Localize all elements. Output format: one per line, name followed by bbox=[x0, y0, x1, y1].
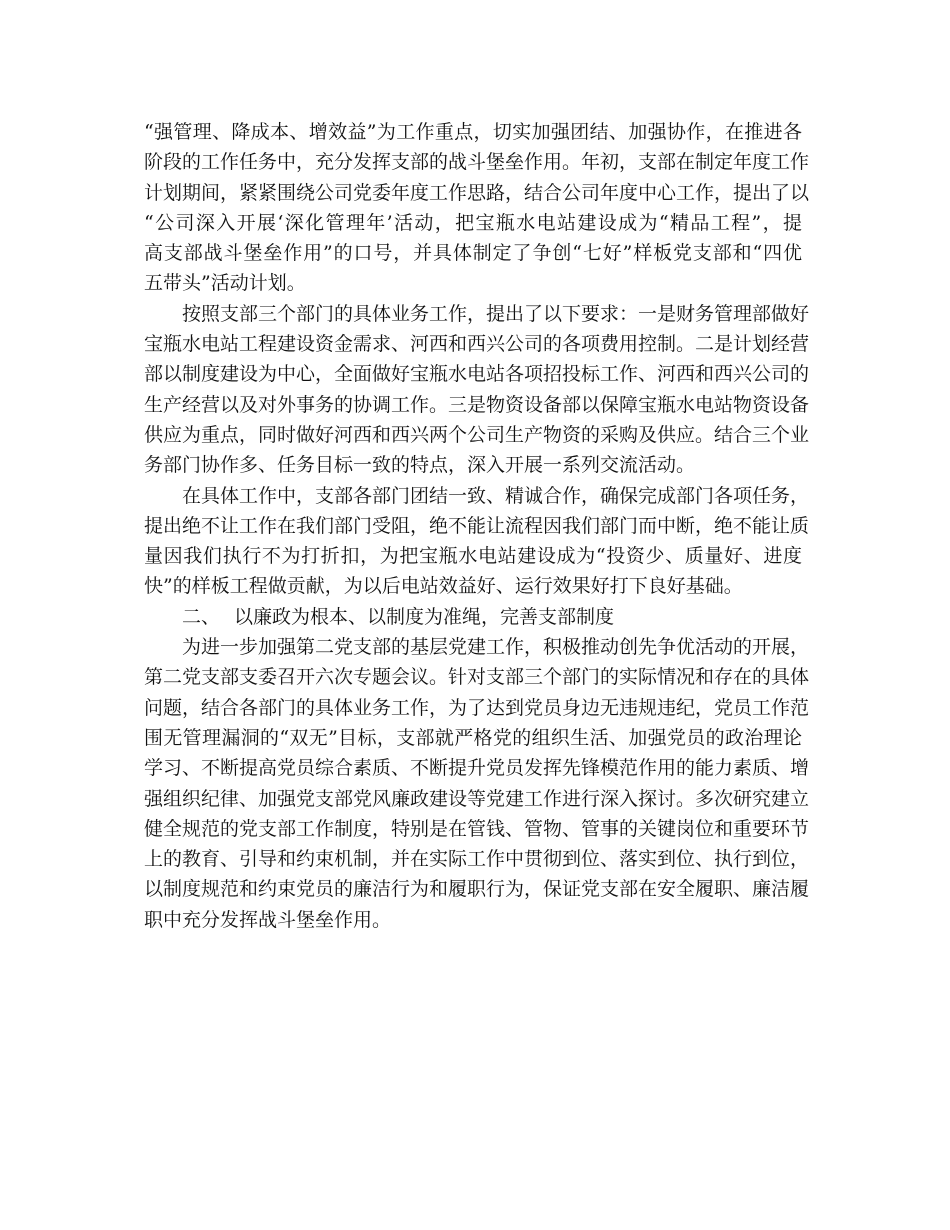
text-line: 上的教育、引导和约束机制，并在实际工作中贯彻到位、落实到位、执行到位， bbox=[144, 848, 810, 871]
text-line: 量因我们执行不为打折扣，为把宝瓶水电站建设成为“投资少、质量好、进度 bbox=[144, 545, 802, 568]
text-line: 围无管理漏洞的“双无”目标，支部就严格党的组织生活、加强党员的政治理论 bbox=[144, 726, 802, 749]
section-heading bbox=[144, 602, 802, 632]
text-line: “公司深入开展‘深化管理年’活动，把宝瓶水电站建设成为“精品工程”，提 bbox=[144, 211, 802, 234]
text-line: 健全规范的党支部工作制度，特别是在管钱、管物、管事的关键岗位和重要环节 bbox=[144, 817, 810, 840]
text-line: 第二党支部支委召开六次专题会议。针对支部三个部门的实际情况和存在的具体 bbox=[144, 666, 810, 689]
text-line: 提出绝不让工作在我们部门受阻，绝不能让流程因我们部门而中断，绝不能让质 bbox=[144, 514, 810, 537]
paragraph-department-requirements bbox=[144, 299, 810, 481]
text-line: 在具体工作中，支部各部门团结一致、精诚合作，确保完成部门各项任务， bbox=[182, 484, 810, 507]
paragraph-work-focus bbox=[144, 117, 810, 299]
text-line: 宝瓶水电站工程建设资金需求、河西和西兴公司的各项费用控制。二是计划经营 bbox=[144, 333, 810, 356]
text-line: 强组织纪律、加强党支部党风廉政建设等党建工作进行深入探讨。多次研究建立 bbox=[144, 787, 810, 810]
text-line: 职中充分发挥战斗堡垒作用。 bbox=[144, 908, 392, 931]
section-title: 以廉政为根本、以制度为准绳，完善支部制度 bbox=[234, 605, 615, 628]
document-page bbox=[144, 117, 810, 935]
text-line: 生产经营以及对外事务的协调工作。三是物资设备部以保障宝瓶水电站物资设备 bbox=[144, 393, 810, 416]
text-line: 问题，结合各部门的具体业务工作，为了达到党员身边无违规违纪，党员工作范 bbox=[144, 696, 810, 719]
text-line: 部以制度建设为中心，全面做好宝瓶水电站各项招投标工作、河西和西兴公司的 bbox=[144, 363, 810, 386]
text-line: 学习、不断提高党员综合素质、不断提升党员发挥先锋模范作用的能力素质、增 bbox=[144, 757, 810, 780]
text-line: 阶段的工作任务中，充分发挥支部的战斗堡垒作用。年初，支部在制定年度工作 bbox=[144, 151, 810, 174]
text-line: 为进一步加强第二党支部的基层党建工作，积极推动创先争优活动的开展， bbox=[182, 636, 810, 659]
paragraph-integrity-system bbox=[144, 632, 810, 935]
text-line: “强管理、降成本、增效益”为工作重点，切实加强团结、加强协作，在推进各 bbox=[144, 121, 802, 143]
paragraph-specific-work bbox=[144, 481, 810, 602]
section-number: 二、 bbox=[182, 605, 221, 628]
text-line: 五带头”活动计划。 bbox=[144, 272, 306, 295]
text-line: 计划期间，紧紧围绕公司党委年度工作思路，结合公司年度中心工作，提出了以 bbox=[144, 181, 810, 204]
text-line: 以制度规范和约束党员的廉洁行为和履职行为，保证党支部在安全履职、廉洁履 bbox=[144, 878, 810, 901]
text-line: 按照支部三个部门的具体业务工作，提出了以下要求：一是财务管理部做好 bbox=[182, 302, 810, 325]
text-line: 供应为重点，同时做好河西和西兴两个公司生产物资的采购及供应。结合三个业 bbox=[144, 423, 810, 446]
text-line: 高支部战斗堡垒作用”的口号，并具体制定了争创“七好”样板党支部和“四优 bbox=[144, 242, 802, 265]
text-line: 快”的样板工程做贡献，为以后电站效益好、运行效果好打下良好基础。 bbox=[144, 575, 743, 598]
text-line: 务部门协作多、任务目标一致的特点，深入开展一系列交流活动。 bbox=[144, 454, 696, 477]
